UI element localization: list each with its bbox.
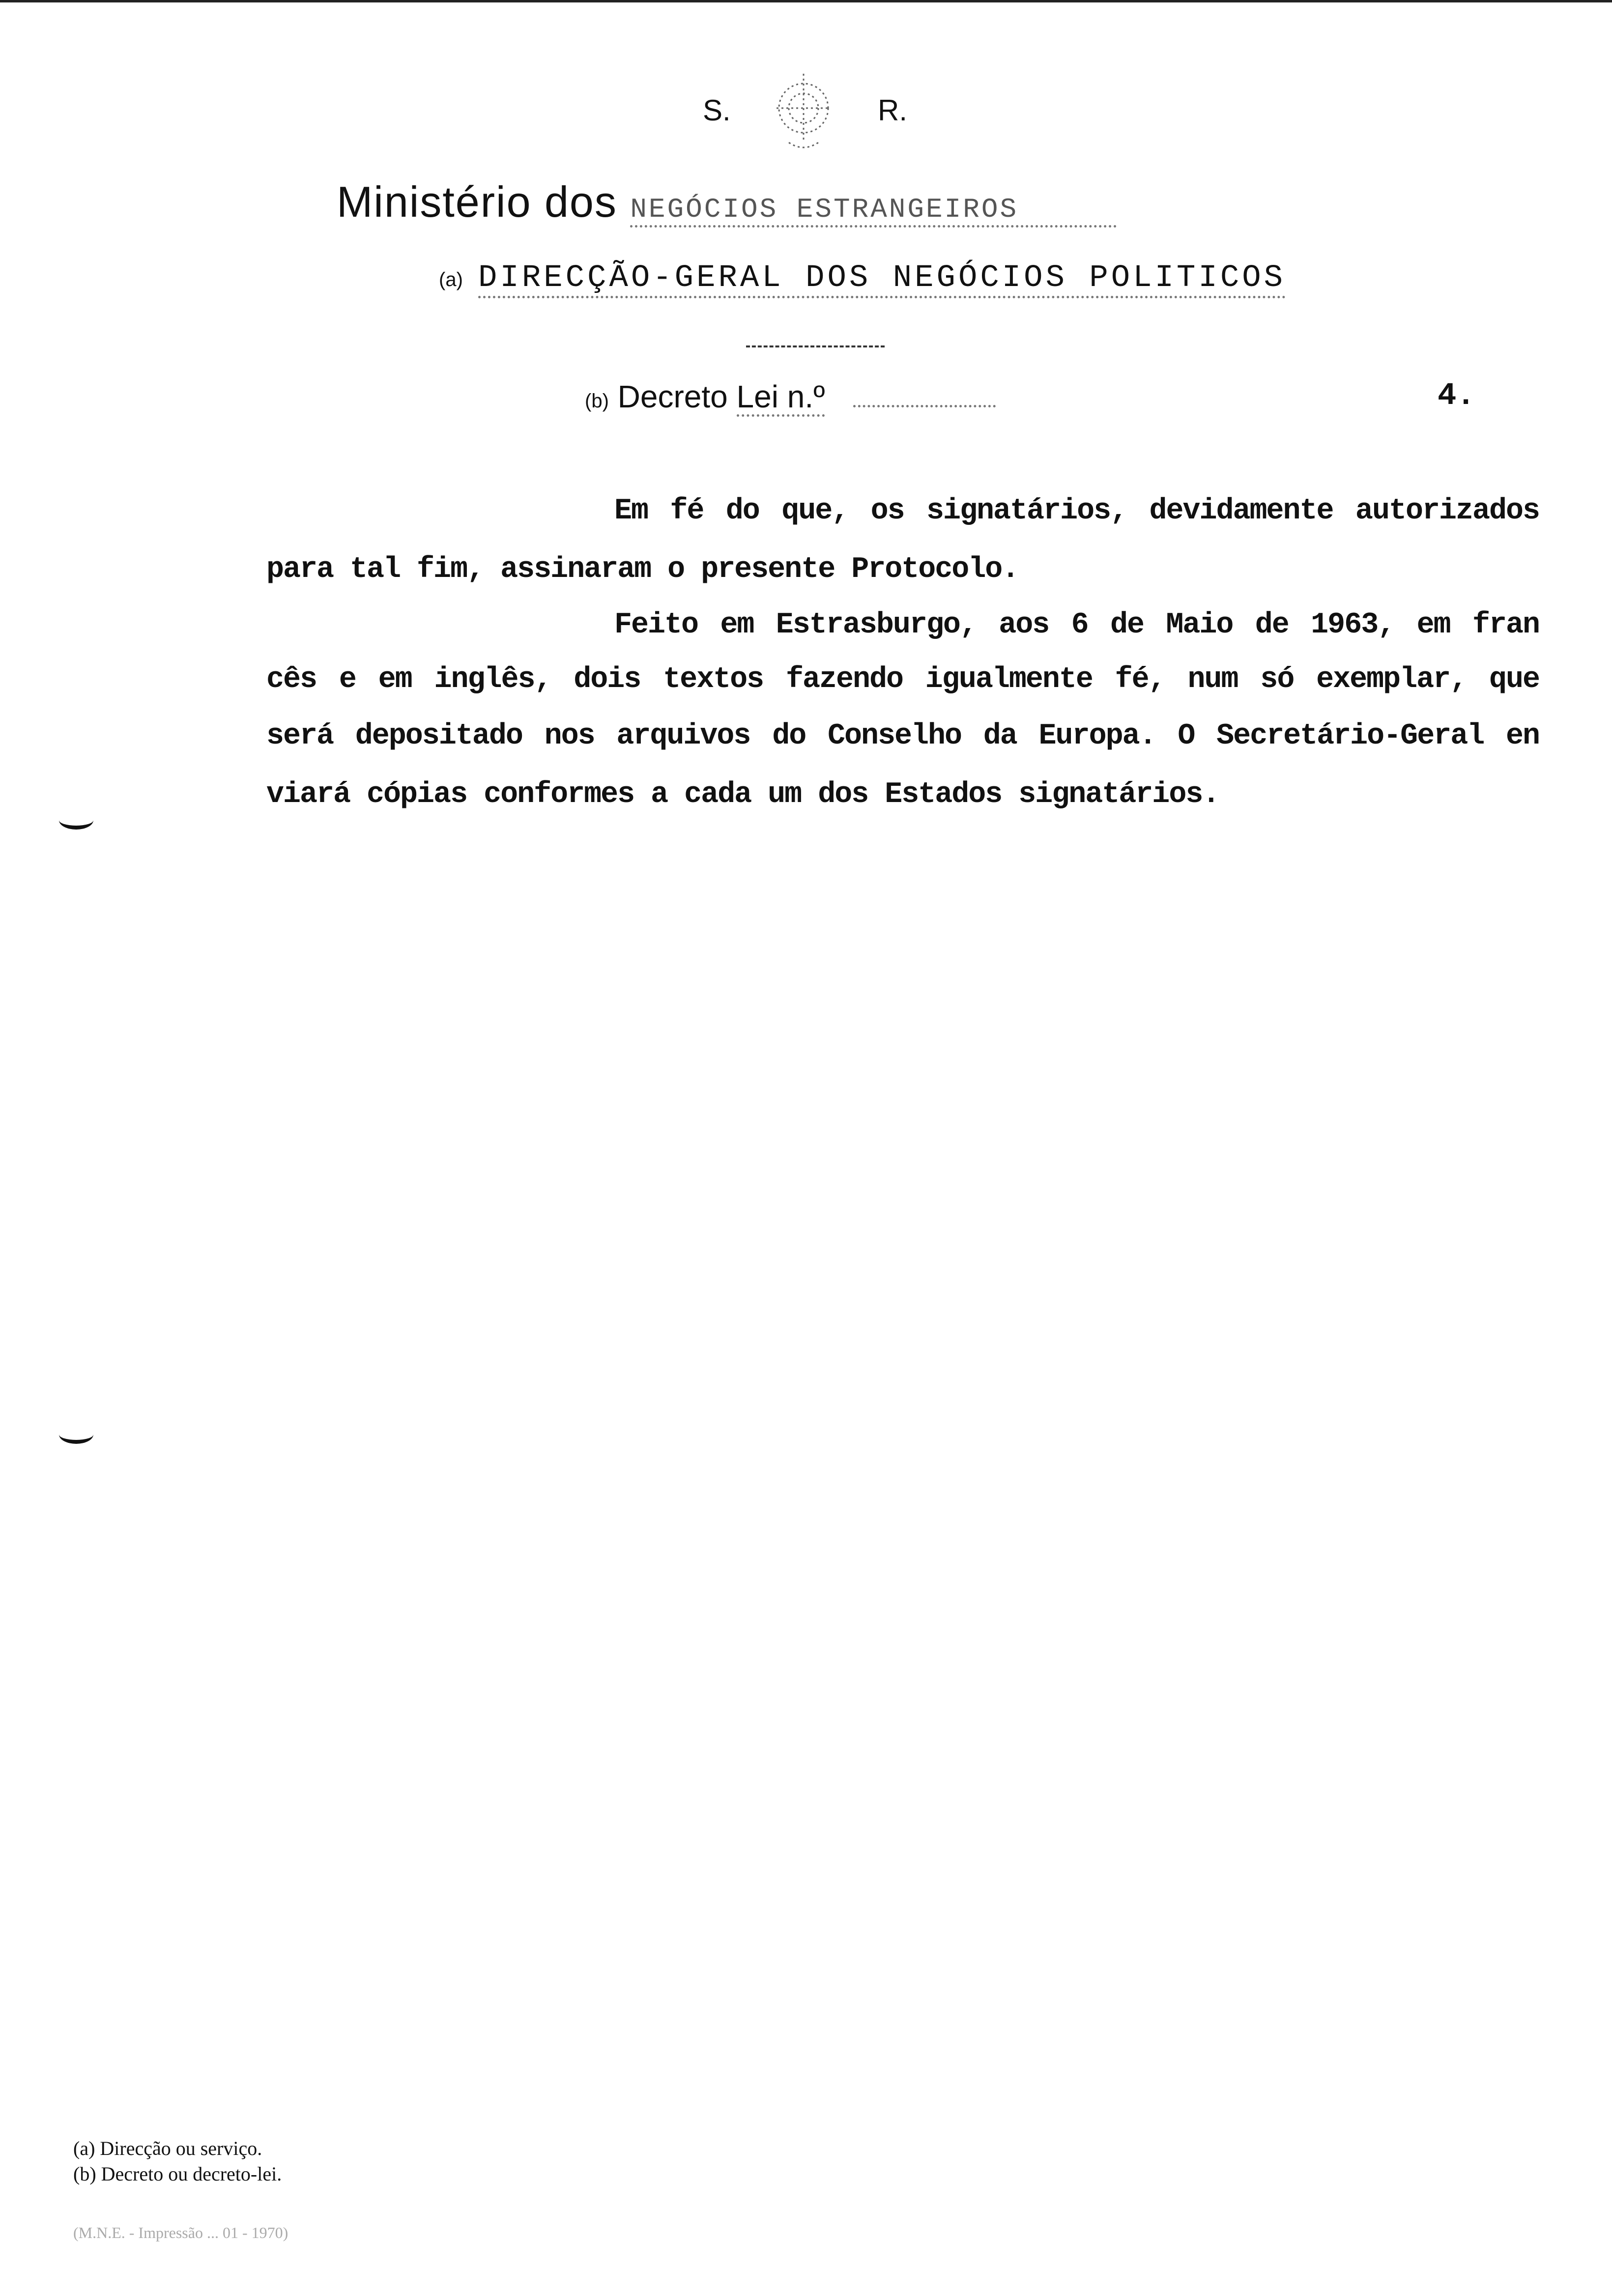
ministry-heading bbox=[337, 177, 1117, 227]
direction-line bbox=[439, 260, 1286, 296]
coat-of-arms-emblem-icon bbox=[767, 69, 840, 152]
body-line: Em fé do que, os signatários, devidamente autorizados bbox=[614, 494, 1539, 528]
footnote-b: (b) Decreto ou decreto-lei. bbox=[73, 2163, 282, 2185]
page-number: 4. bbox=[1438, 378, 1475, 414]
body-line: será depositado nos arquivos do Conselho da Europa. O Secretário-Geral en bbox=[266, 719, 1539, 753]
divider-ornament bbox=[746, 345, 885, 347]
direction-marker: (a) bbox=[439, 269, 463, 290]
decree-line bbox=[585, 378, 996, 415]
header-s-letter: S. bbox=[703, 94, 731, 127]
binding-hole-mark bbox=[59, 1425, 93, 1444]
ministry-prefix: Ministério dos bbox=[337, 177, 617, 226]
decree-label: Decreto bbox=[617, 379, 728, 414]
decree-number-blank bbox=[853, 405, 996, 407]
decree-type: Lei n.º bbox=[737, 379, 825, 417]
ministry-name: NEGÓCIOS ESTRANGEIROS bbox=[630, 194, 1117, 228]
page-top-border bbox=[0, 0, 1612, 2]
form-code: (M.N.E. - Impressão ... 01 - 1970) bbox=[73, 2224, 288, 2241]
body-line: viará cópias conformes a cada um dos Estados signatários. bbox=[266, 778, 1219, 811]
decree-marker: (b) bbox=[585, 390, 609, 412]
footnote-a: (a) Direcção ou serviço. bbox=[73, 2137, 262, 2159]
direction-name: DIRECÇÃO-GERAL DOS NEGÓCIOS POLITICOS bbox=[478, 260, 1286, 298]
header-r-letter: R. bbox=[878, 94, 907, 127]
body-line: para tal fim, assinaram o presente Protocolo. bbox=[266, 553, 1019, 586]
body-line: cês e em inglês, dois textos fazendo igualmente fé, num só exemplar, que bbox=[266, 663, 1539, 696]
body-line: Feito em Estrasburgo, aos 6 de Maio de 1963, em fran bbox=[614, 608, 1539, 642]
binding-hole-mark bbox=[59, 811, 93, 830]
